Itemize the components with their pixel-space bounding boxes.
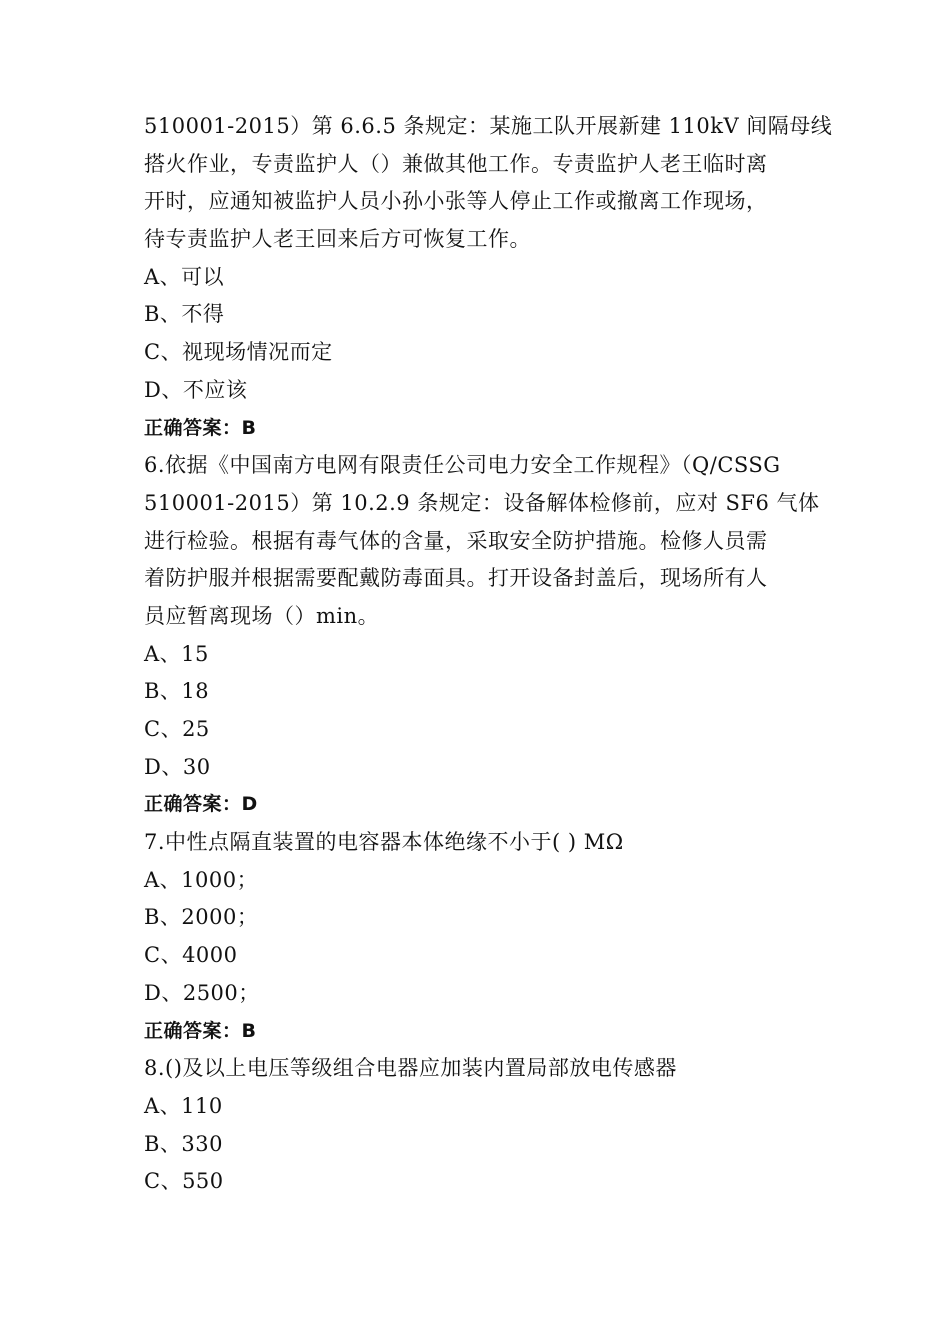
question-text-line: 着防护服并根据需要配戴防毒面具。打开设备封盖后，现场所有人 [144, 566, 768, 591]
correct-answer: 正确答案：B [144, 1019, 257, 1042]
question-8-block [144, 1050, 810, 1201]
question-text-line: 搭火作业，专责监护人（）兼做其他工作。专责监护人老王临时离 [144, 151, 768, 176]
option-b: B、18 [144, 679, 210, 704]
question-text-line: 待专责监护人老王回来后方可恢复工作。 [144, 227, 531, 252]
option-a: A、110 [144, 1093, 223, 1118]
option-b: B、2000； [144, 905, 259, 930]
question-text-line: 510001-2015）第 6.6.5 条规定：某施工队开展新建 110kV 间隔母线 [144, 114, 833, 138]
option-d: D、30 [144, 754, 211, 779]
question-5-block [144, 108, 833, 447]
correct-answer: 正确答案：D [144, 793, 258, 816]
question-text-line: 510001-2015）第 10.2.9 条规定：设备解体检修前，应对 SF6 气体 [144, 490, 820, 515]
option-d: D、不应该 [144, 377, 248, 402]
option-c: C、25 [144, 717, 210, 741]
question-text-line: 6.依据《中国南方电网有限责任公司电力安全工作规程》（Q/CSSG [144, 453, 781, 478]
correct-answer: 正确答案：B [144, 416, 257, 439]
option-b: B、330 [144, 1131, 224, 1156]
document-page [144, 108, 833, 1201]
question-text-line: 员应暂离现场（）min。 [144, 603, 380, 628]
question-text-line: 7.中性点隔直装置的电容器本体绝缘不小于( ) MΩ [144, 830, 624, 855]
option-c: C、4000 [144, 943, 238, 968]
option-a: A、可以 [144, 264, 225, 289]
option-a: A、1000； [144, 867, 259, 892]
option-a: A、15 [144, 641, 209, 666]
option-d: D、2500； [144, 980, 260, 1005]
option-c: C、视现场情况而定 [144, 340, 333, 365]
question-7-block [144, 824, 810, 1050]
option-b: B、不得 [144, 302, 225, 327]
question-text-line: 8.()及以上电压等级组合电器应加装内置局部放电传感器 [144, 1056, 677, 1081]
question-6-block [144, 447, 820, 824]
option-c: C、550 [144, 1169, 224, 1194]
question-text-line: 进行检验。根据有毒气体的含量，采取安全防护措施。检修人员需 [144, 528, 768, 553]
question-text-line: 开时，应通知被监护人员小孙小张等人停止工作或撤离工作现场， [144, 189, 768, 214]
